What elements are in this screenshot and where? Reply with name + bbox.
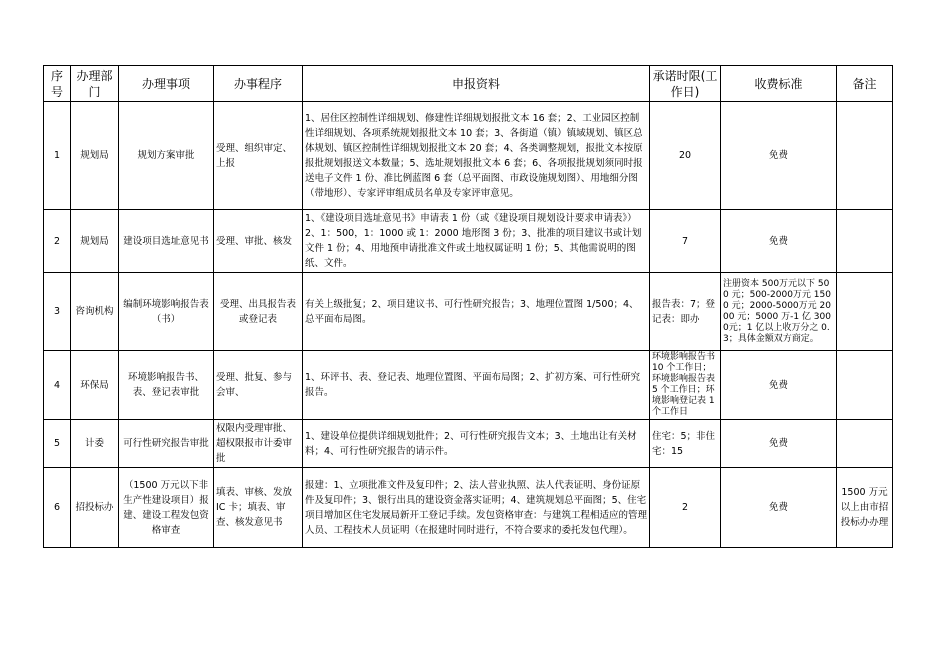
row-remark (837, 273, 893, 351)
header-materials: 申报资料 (303, 66, 650, 102)
row-item: 建设项目选址意见书 (119, 210, 214, 273)
row-dept: 规划局 (71, 102, 119, 210)
table-row (44, 420, 893, 468)
table-row (44, 273, 893, 351)
row-fee: 免费 (721, 420, 837, 468)
row-fee: 免费 (721, 102, 837, 210)
row-fee: 免费 (721, 468, 837, 548)
header-item: 办理事项 (119, 66, 214, 102)
row-materials: 有关上级批复；2、项目建议书、可行性研究报告；3、地理位置图 1/500；4、总平面布局图。 (303, 273, 650, 351)
row-dept: 计委 (71, 420, 119, 468)
row-item: 可行性研究报告审批 (119, 420, 214, 468)
row-item: 规划方案审批 (119, 102, 214, 210)
table-row (44, 468, 893, 548)
row-seq: 5 (44, 420, 71, 468)
row-remark: 1500 万元以上由市招投标办办理 (837, 468, 893, 548)
row-fee: 免费 (721, 351, 837, 420)
row-seq: 1 (44, 102, 71, 210)
row-seq: 4 (44, 351, 71, 420)
row-materials: 1、环评书、表、登记表、地理位置图、平面布局图；2、扩初方案、可行性研究报告。 (303, 351, 650, 420)
row-procedure: 受理、出具报告表或登记表 (214, 273, 303, 351)
row-procedure: 权限内受理审批、超权限报市计委审批 (214, 420, 303, 468)
table-row (44, 351, 893, 420)
row-dept: 招投标办 (71, 468, 119, 548)
row-dept: 环保局 (71, 351, 119, 420)
row-materials: 1、居住区控制性详细规划、修建性详细规划报批文本 16 套；2、工业园区控制性详细规划、各项系统规划报批文本 10 套；3、各街道（镇）镇域规划、镇区总体规划、镇区控制性详细规划报批文本 20 套；4、各类调整规划，报批文本按原报批规划报送文本数量；5、选址规划报批文本 6 套；6、各项报批规划须同时报送电子文件 1 份、准比例蓝图 6 套（总平面图、市政设施规划图）、用地细分图（带地形）、专家评审组成员名单及专家评审意见。 (303, 102, 650, 210)
row-procedure: 受理、组织审定、上报 (214, 102, 303, 210)
row-remark (837, 420, 893, 468)
row-remark (837, 351, 893, 420)
row-materials: 报建：1、立项批准文件及复印件；2、法人营业执照、法人代表证明、身份证原件及复印件；3、银行出具的建设资金落实证明；4、建筑规划总平面图；5、住宅项目增加区住宅发展局新开工登记手续。发包资格审查：与建筑工程相适应的管理人员、工程技术人员证明（在报建时同时进行，不符合要求的委托发包代理）。 (303, 468, 650, 548)
row-procedure: 填表、审核、发放 IC 卡；填表、审查、核发意见书 (214, 468, 303, 548)
row-fee: 注册资本 500万元以下 500 元；500-2000万元 1500 元；2000-5000万元 2000 元；5000 万-1 亿 3000元；1 亿以上收万分之 0.3；具体金额双方商定。 (721, 273, 837, 351)
row-remark (837, 210, 893, 273)
table-row (44, 102, 893, 210)
header-time-limit: 承诺时限(工作日) (650, 66, 721, 102)
header-fee: 收费标准 (721, 66, 837, 102)
row-time-limit: 环境影响报告书 10 个工作日；环境影响报告表 5 个工作日；环境影响登记表 1 个工作日 (650, 351, 721, 420)
row-materials: 1、建设单位提供详细规划批件；2、可行性研究报告文本；3、土地出让有关材料；4、可行性研究报告的请示件。 (303, 420, 650, 468)
row-procedure: 受理、批复、参与会审、 (214, 351, 303, 420)
row-time-limit: 7 (650, 210, 721, 273)
header-remark: 备注 (837, 66, 893, 102)
row-item: 环境影响报告书、表、登记表审批 (119, 351, 214, 420)
row-seq: 6 (44, 468, 71, 548)
row-procedure: 受理、审批、核发 (214, 210, 303, 273)
row-time-limit: 住宅：5；非住宅：15 (650, 420, 721, 468)
row-remark (837, 102, 893, 210)
row-seq: 2 (44, 210, 71, 273)
header-dept: 办理部门 (71, 66, 119, 102)
header-procedure: 办事程序 (214, 66, 303, 102)
approval-table (43, 65, 893, 548)
header-row (44, 66, 893, 102)
row-time-limit: 报告表：7；登记表：即办 (650, 273, 721, 351)
row-time-limit: 20 (650, 102, 721, 210)
row-item: （1500 万元以下非生产性建设项目）报建、建设工程发包资格审查 (119, 468, 214, 548)
row-item: 编制环境影响报告表（书） (119, 273, 214, 351)
row-dept: 规划局 (71, 210, 119, 273)
row-dept: 咨询机构 (71, 273, 119, 351)
row-fee: 免费 (721, 210, 837, 273)
header-seq: 序号 (44, 66, 71, 102)
row-seq: 3 (44, 273, 71, 351)
row-time-limit: 2 (650, 468, 721, 548)
row-materials: 1、《建设项目选址意见书》申请表 1 份（或《建设项目规划设计要求申请表》）2、1：500，1：1000 或 1：2000 地形图 3 份；3、批准的项目建议书或计划文件 1 份；4、用地预申请批准文件或土地权属证明 1 份；5、其他需说明的图纸、文件。 (303, 210, 650, 273)
table-row (44, 210, 893, 273)
